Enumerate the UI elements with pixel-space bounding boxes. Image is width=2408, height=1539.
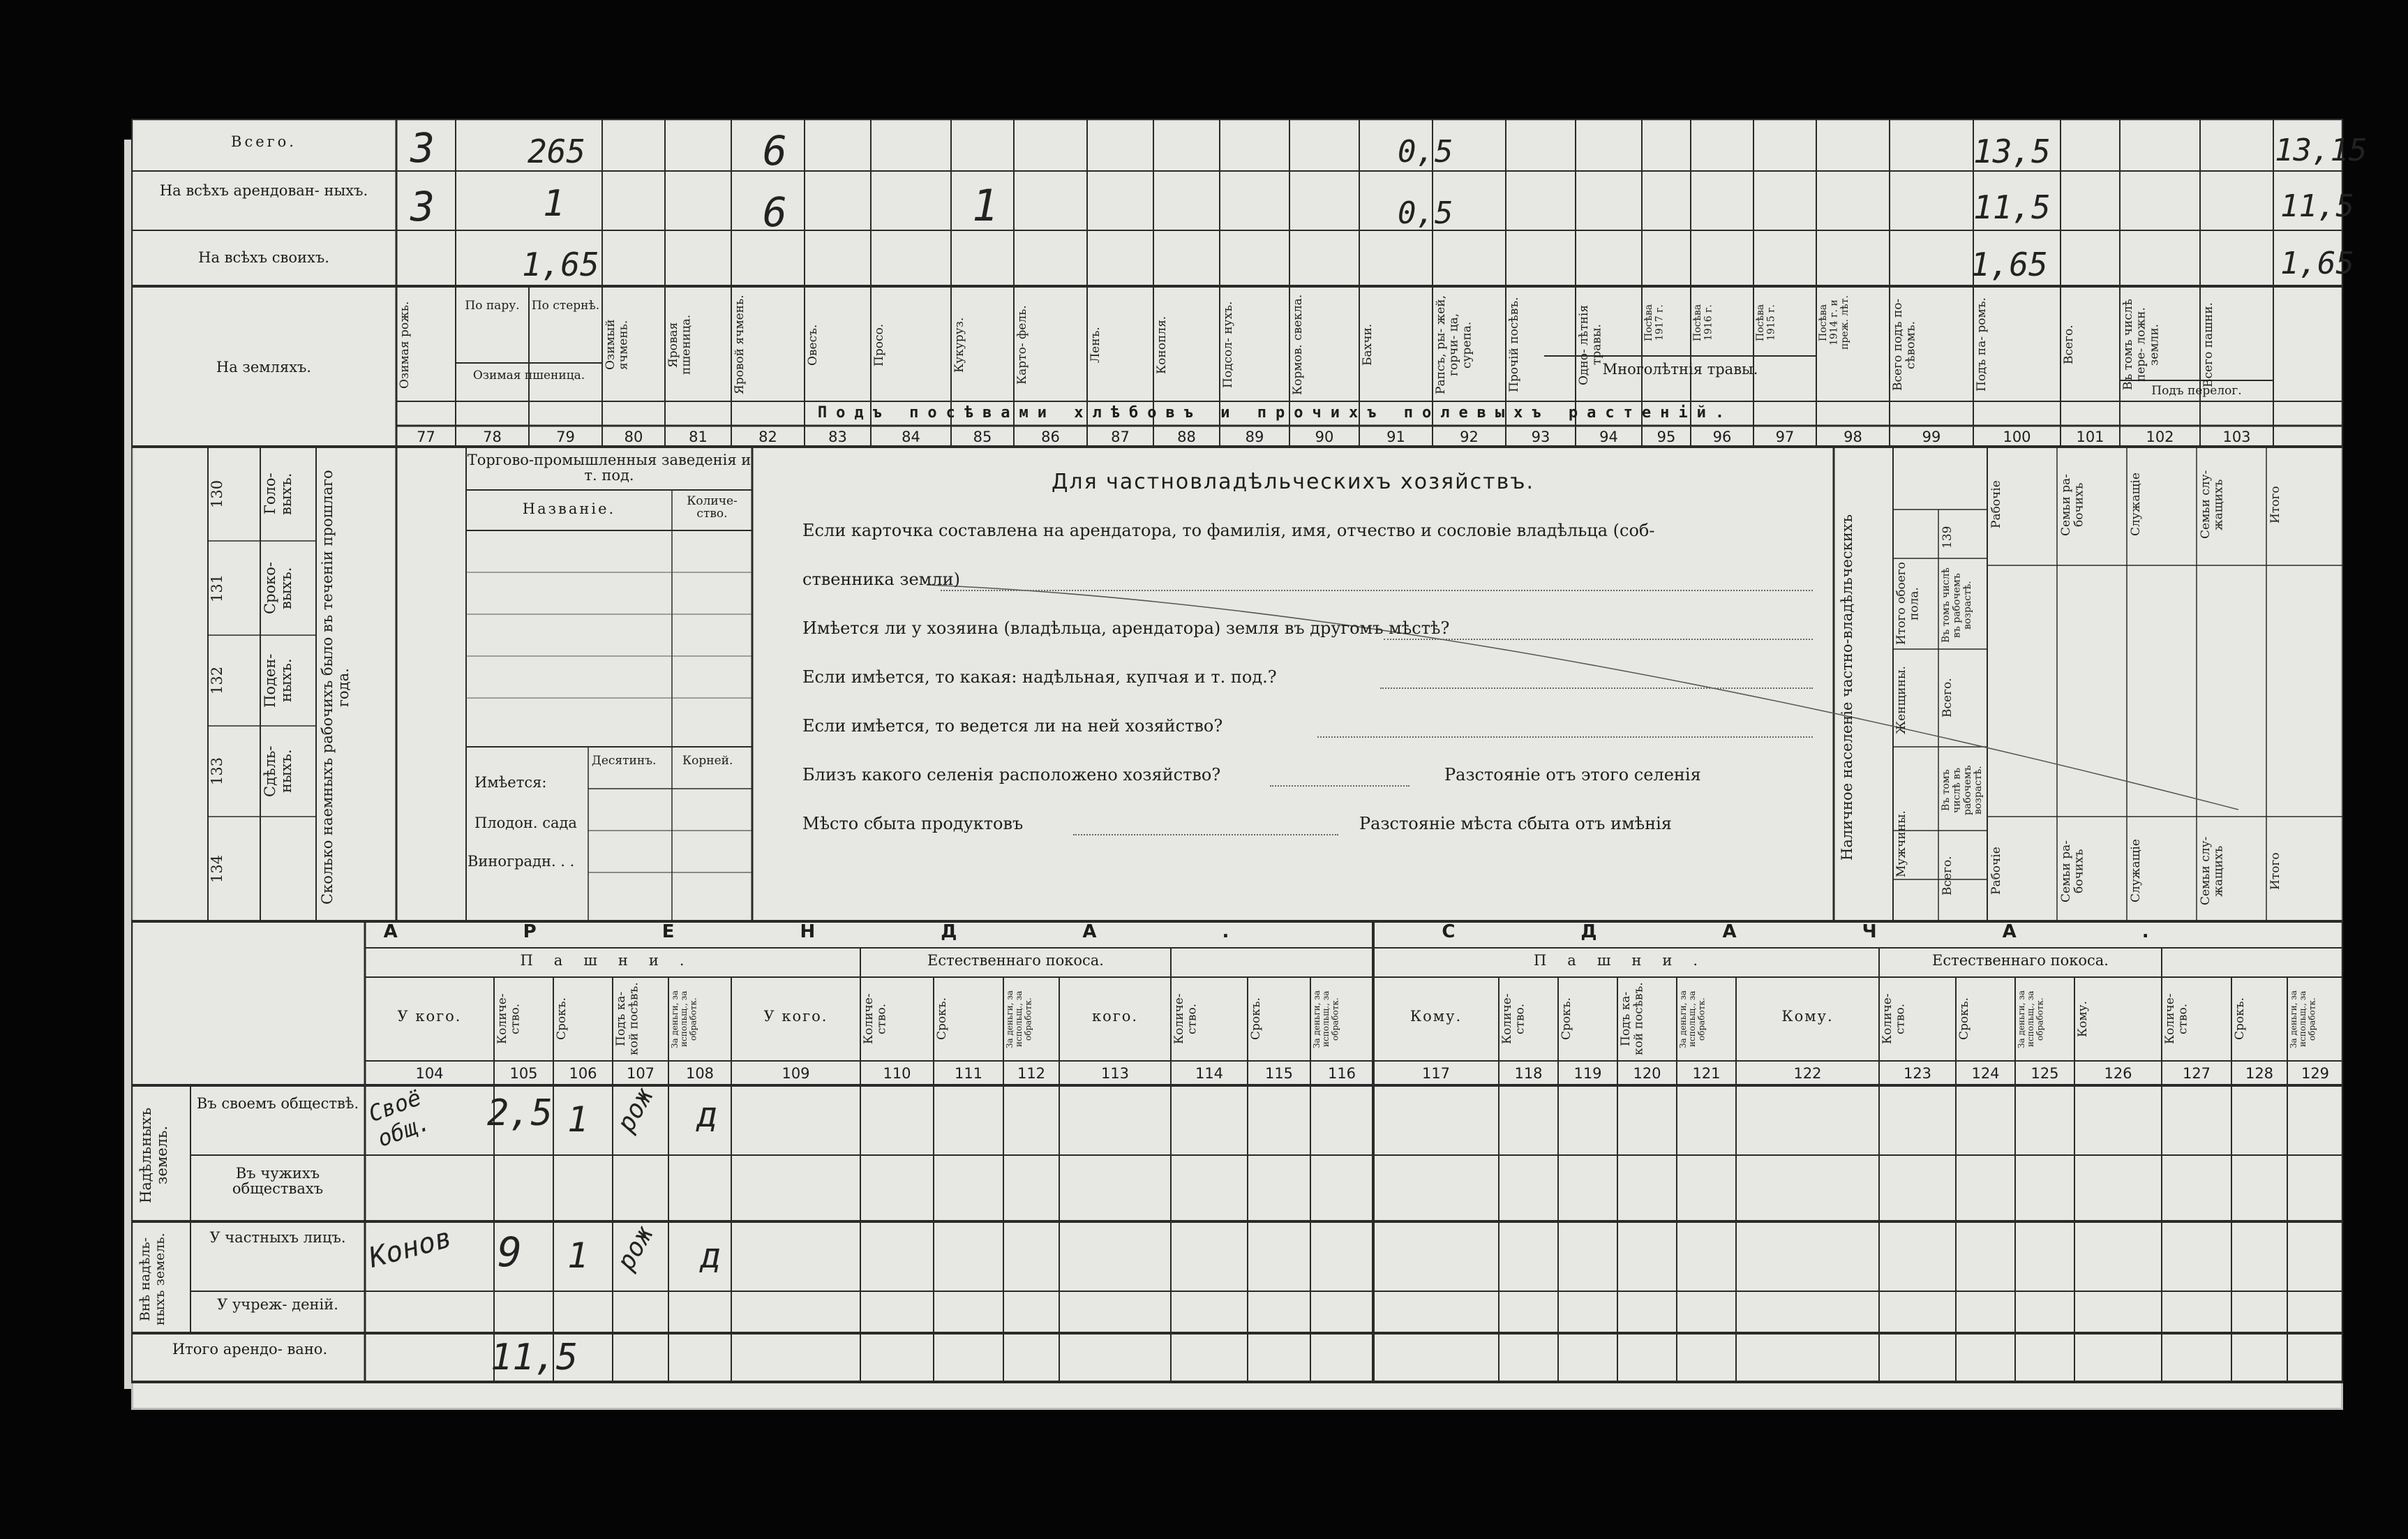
- col-number: 99: [1922, 429, 1941, 445]
- crop-header-20: Посѣва 1915 г.: [1755, 304, 1777, 342]
- sdacha-pashni: Пашни.: [1533, 952, 1719, 969]
- hw-c1-rent: 3: [410, 183, 435, 230]
- bottom-col-number: 127: [2182, 1065, 2211, 1082]
- bottom-col-number: 121: [1692, 1065, 1721, 1082]
- pop-men-total: Всего.: [1940, 856, 1954, 896]
- col-number: 103: [2222, 429, 2251, 445]
- sdacha-pokos: Естественнаго покоса.: [1932, 952, 2109, 969]
- bottom-col-number: 117: [1421, 1065, 1451, 1082]
- bottom-col-number: 115: [1264, 1065, 1294, 1082]
- pod-perelog-label: Подъ перелог.: [2151, 384, 2242, 398]
- workers-col-bottom: Служащіе: [2129, 839, 2143, 903]
- hw-r1-pay: д: [696, 1094, 718, 1135]
- col-number: 93: [1531, 429, 1550, 445]
- workers-col-top: Итого: [2268, 486, 2282, 523]
- lease-col-header: За деньги, за испольщ., за обработк.: [1005, 990, 1033, 1048]
- torg-name-header: Названіе.: [522, 500, 616, 517]
- workers-col-bottom: Семьи слу- жащихъ: [2199, 836, 2226, 906]
- col-number: 101: [2076, 429, 2104, 445]
- crop-header-12: Подсол- нухъ.: [1221, 301, 1235, 389]
- lease-col-header: Подъ ка- кой посѣвъ.: [614, 982, 641, 1056]
- col-number: 98: [1844, 429, 1862, 445]
- hw-total-qty: 11,5: [491, 1337, 578, 1378]
- bottom-col-number: 110: [883, 1065, 911, 1082]
- col-number: 78: [483, 429, 502, 445]
- bottom-col-number: 125: [2031, 1065, 2059, 1082]
- lease-col-header: кого.: [1091, 1008, 1139, 1025]
- row-label-own: На всѣхъ своихъ.: [198, 249, 329, 266]
- pop-men-working: Въ томъ числѣ въ рабочемъ возрастѣ.: [1940, 765, 1984, 816]
- hw-r3-crop: рож: [611, 1221, 659, 1275]
- crop-header-14: Бахчи.: [1361, 323, 1375, 366]
- crop-header-22: Всего подъ по- сѣвомъ.: [1891, 298, 1918, 392]
- row-label-total: Всего.: [231, 133, 297, 150]
- left-row-num: 133: [209, 757, 225, 786]
- col-number: 94: [1599, 429, 1618, 445]
- private-q-farming: Если имѣется, то ведется ли на ней хозяйство?: [802, 716, 1223, 736]
- crop-header-18: Посѣва 1917 г.: [1643, 304, 1666, 342]
- left-row-label: Сдѣль- ныхъ.: [262, 745, 295, 797]
- crop-header-25: Въ томъ числѣ пере- ложн. земли.: [2121, 299, 2162, 391]
- private-q-market-dist: Разстояніе мѣста сбыта отъ имѣнія: [1359, 814, 1672, 833]
- pop-women-total: Всего.: [1940, 678, 1954, 718]
- bottom-col-number: 124: [1971, 1065, 2000, 1082]
- left-row-num: 131: [209, 574, 225, 602]
- na-zemlyakh-label: На земляхъ.: [216, 359, 312, 376]
- hw-r1-qty: 2,5: [487, 1092, 553, 1134]
- col-number: 87: [1111, 429, 1130, 445]
- workers-col-bottom: Итого: [2268, 852, 2282, 890]
- bottom-col-number: 120: [1633, 1065, 1661, 1082]
- lease-col-header: Количе- ство.: [1880, 993, 1908, 1045]
- left-row-label: Сроко- выхъ.: [262, 561, 295, 615]
- lease-col-header: Подъ ка- кой посѣвъ.: [1619, 982, 1646, 1056]
- crop-header-23: Подъ па- ромъ.: [1975, 297, 1989, 392]
- col-number: 100: [2003, 429, 2031, 445]
- col-number: 92: [1460, 429, 1479, 445]
- col-number: 91: [1386, 429, 1405, 445]
- hw-c9-rent: 1: [972, 180, 999, 231]
- hired-workers-label: Сколько наемныхъ рабочихъ было въ теченіи прошлаго года.: [319, 470, 352, 905]
- arenda-title: АРЕНДА.: [383, 921, 1355, 942]
- vinograd-label: Виноградн. . .: [468, 853, 575, 870]
- col-number: 82: [758, 429, 777, 445]
- crop-header-4: Яровая пшеница.: [666, 314, 694, 376]
- crop-header-10: Ленъ.: [1089, 327, 1102, 363]
- crop-header-13: Кормов. свекла.: [1291, 294, 1305, 396]
- lease-col-header: Срокъ.: [1957, 997, 1971, 1041]
- lease-col-header: Срокъ.: [935, 997, 949, 1041]
- crop-header-19: Посѣва 1916 г.: [1692, 304, 1714, 342]
- bottom-col-number: 109: [782, 1065, 810, 1082]
- answer-line-other-land[interactable]: [1384, 639, 1813, 640]
- col-number: 77: [417, 429, 435, 445]
- answer-line-village[interactable]: [1270, 785, 1409, 787]
- lease-col-header: Срокъ.: [2233, 997, 2247, 1041]
- private-q-village: Близъ какого селенія расположено хозяйство?: [802, 765, 1221, 785]
- bottom-col-number: 123: [1903, 1065, 1932, 1082]
- bottom-col-number: 129: [2301, 1065, 2330, 1082]
- lease-col-header: За деньги, за испольщ., за обработк.: [1678, 990, 1707, 1048]
- row-itogo: Итого арендо- вано.: [172, 1341, 328, 1358]
- hw-c27-rent: 11,5: [2280, 188, 2354, 224]
- bottom-col-number: 116: [1327, 1065, 1356, 1082]
- lease-col-header: Кому.: [1781, 1008, 1834, 1025]
- lease-col-header: Количе- ство.: [495, 993, 523, 1045]
- hw-r3-who: Конов: [366, 1221, 456, 1274]
- bottom-col-number: 128: [2245, 1065, 2274, 1082]
- lease-col-header: Количе- ство.: [2163, 993, 2190, 1045]
- workers-col-top: Рабочіе: [1989, 480, 2003, 529]
- crop-header-0: Озимая рожь.: [398, 301, 412, 389]
- left-row-num: 134: [209, 854, 225, 884]
- col-number: 86: [1041, 429, 1060, 445]
- left-row-label: Голо- выхъ.: [262, 473, 295, 515]
- census-card: [131, 119, 2368, 1410]
- col-number: 90: [1315, 429, 1334, 445]
- bottom-col-number: 107: [626, 1065, 655, 1082]
- private-q-market: Мѣсто сбыта продуктовъ: [802, 814, 1024, 833]
- col-number: 95: [1657, 429, 1676, 445]
- hw-c1-total: 3: [410, 124, 435, 172]
- hw-c27-own: 1,65: [2280, 246, 2354, 281]
- crop-header-16: Прочій посѣвъ.: [1507, 297, 1521, 393]
- hw-c2-total: 265: [528, 133, 586, 170]
- sdacha-title: СДАЧА.: [1442, 921, 2275, 942]
- plodon-label: Плодон. сада: [474, 815, 577, 831]
- crop-header-6: Овесъ.: [806, 324, 820, 366]
- imeetsya-label: Имѣется:: [474, 774, 547, 791]
- crop-header-9: Карто- фель.: [1015, 305, 1029, 385]
- vne-group-label: Внѣ надѣль- ныхъ земель.: [137, 1233, 167, 1325]
- answer-line-market[interactable]: [1073, 834, 1338, 835]
- hw-r3-term: 1: [567, 1235, 589, 1276]
- crop-header-2: По стернѣ.: [531, 299, 600, 313]
- lease-col-header: Количе- ство.: [1172, 993, 1199, 1045]
- hw-c15-total: 0,5: [1398, 134, 1453, 170]
- pop-num-139: 139: [1940, 526, 1954, 549]
- private-q-village-dist: Разстояніе отъ этого селенія: [1444, 765, 1701, 785]
- private-q-land-type: Если имѣется, то какая: надѣльная, купчая и т. под.?: [802, 667, 1277, 687]
- arenda-pokos: Естественнаго покоса.: [927, 952, 1104, 969]
- hw-r3-qty: 9: [498, 1228, 522, 1276]
- ozimaya-pshenitsa-label: Озимая пшеница.: [472, 369, 585, 382]
- hw-r1-crop: рож: [611, 1083, 659, 1137]
- hw-r1-who: Своё общ.: [365, 1084, 434, 1152]
- bottom-col-number: 112: [1017, 1065, 1046, 1082]
- col-number: 84: [902, 429, 920, 445]
- crop-header-5: Яровой ячмень.: [733, 295, 747, 395]
- row-chastnykh: У частныхъ лицъ.: [209, 1229, 346, 1246]
- answer-line-land-type[interactable]: [1380, 687, 1813, 689]
- arenda-pashni: Пашни.: [520, 952, 705, 969]
- col-number: 88: [1177, 429, 1196, 445]
- lease-col-header: За деньги, за испольщ., за обработк.: [2017, 990, 2045, 1048]
- hw-c2-own: 1,65: [522, 246, 599, 283]
- bottom-col-number: 126: [2104, 1065, 2132, 1082]
- bottom-col-number: 108: [685, 1065, 715, 1082]
- private-q-other-land: Имѣется ли у хозяина (владѣльца, арендатора) земля въ другомъ мѣстѣ?: [802, 618, 1450, 638]
- hw-c27-total: 13,15: [2275, 133, 2368, 168]
- col-number: 81: [689, 429, 708, 445]
- col-number: 102: [2146, 429, 2174, 445]
- col-number: 97: [1775, 429, 1795, 445]
- answer-line-farming[interactable]: [1317, 736, 1813, 738]
- bottom-col-number: 119: [1573, 1065, 1602, 1082]
- col-number: 79: [556, 429, 575, 445]
- answer-line-owner[interactable]: [941, 590, 1813, 591]
- korney-header: Корней.: [682, 754, 733, 768]
- crop-header-1: По пару.: [465, 299, 520, 313]
- lease-col-header: За деньги, за испольщ., за обработк.: [2289, 990, 2317, 1048]
- hw-r3-pay: д: [700, 1235, 721, 1276]
- hw-c23-total: 13,5: [1973, 133, 2051, 170]
- left-row-num: 130: [209, 479, 225, 508]
- row-label-rented: На всѣхъ арендован- ныхъ.: [159, 182, 368, 199]
- crop-header-21: Посѣва 1914 г. и преж. лѣт.: [1818, 295, 1850, 350]
- crop-header-17: Одно- лѣтнія травы.: [1577, 304, 1604, 385]
- nadel-group-label: Надѣльныхъ земель.: [137, 1107, 171, 1203]
- muzhchiny-label: Мужчины.: [1894, 810, 1908, 877]
- hw-c23-own: 1,65: [1970, 246, 2048, 283]
- lease-col-header: Количе- ство.: [1500, 993, 1527, 1045]
- col-number: 83: [828, 429, 847, 445]
- row-svoem: Въ своемъ обществѣ.: [196, 1095, 359, 1112]
- hw-r1-term: 1: [567, 1099, 589, 1140]
- lease-col-header: Количе- ство.: [862, 993, 889, 1045]
- left-row-num: 132: [209, 666, 225, 695]
- crop-header-3: Озимый ячмень.: [604, 319, 631, 371]
- private-q-owner: Если карточка составлена на арендатора, то фамилія, имя, отчество и сословіе владѣльца (соб-: [802, 521, 1655, 540]
- bottom-col-number: 105: [509, 1065, 538, 1082]
- torg-count-header: Количе- ство.: [687, 494, 738, 521]
- hw-c23-rent: 11,5: [1973, 188, 2051, 226]
- lease-col-header: У кого.: [397, 1008, 462, 1025]
- band-title: Подъ посѣвами хлѣбовъ и прочихъ полевыхъ растеній.: [817, 404, 1734, 422]
- population-title: Наличное населеніе частно-владѣльческихъ: [1839, 514, 1855, 861]
- pop-women-working: Въ томъ числѣ въ рабочемъ возрастѣ.: [1940, 567, 1973, 644]
- crop-header-7: Просо.: [872, 323, 886, 366]
- zhenshchiny-label: Женщины.: [1894, 666, 1908, 734]
- lease-col-header: Кому.: [1409, 1008, 1463, 1025]
- crop-header-26: Всего пашни.: [2201, 302, 2215, 387]
- crop-header-24: Всего.: [2062, 325, 2076, 365]
- bottom-col-number: 113: [1100, 1065, 1130, 1082]
- torg-title: Торгово-промышленныя заведенія и т. под.: [467, 452, 751, 484]
- workers-col-bottom: Семьи ра- бочихъ: [2059, 840, 2086, 902]
- bottom-col-number: 114: [1195, 1065, 1224, 1082]
- lease-col-header: Кому.: [2076, 1000, 2090, 1038]
- hw-c6-rent: 6: [763, 188, 787, 236]
- desyatin-header: Десятинъ.: [592, 754, 657, 768]
- crop-header-11: Конопля.: [1155, 315, 1169, 374]
- bottom-col-number: 106: [569, 1065, 597, 1082]
- workers-col-top: Семьи слу- жащихъ: [2199, 470, 2226, 540]
- col-number: 96: [1712, 429, 1732, 445]
- col-number: 85: [973, 429, 992, 445]
- bottom-col-number: 111: [954, 1065, 983, 1082]
- hw-c15-rent: 0,5: [1398, 195, 1453, 231]
- lease-col-header: Срокъ.: [1560, 997, 1573, 1041]
- hw-c6-total: 6: [763, 127, 787, 174]
- crop-header-8: Кукуруз.: [952, 317, 966, 373]
- workers-col-bottom: Рабочіе: [1989, 847, 2003, 895]
- bottom-col-number: 104: [415, 1065, 444, 1082]
- bottom-col-number: 122: [1793, 1065, 1822, 1082]
- row-chuzhikh: Въ чужихъ обществахъ: [232, 1165, 324, 1198]
- left-row-label: [262, 822, 314, 916]
- hw-c2-rent: 1: [543, 183, 565, 225]
- private-title: Для частновладѣльческихъ хозяйствъ.: [1051, 470, 1534, 494]
- crop-header-15: Рапсъ, ры- жей, горчи- ца, сурепа.: [1434, 295, 1474, 395]
- lease-col-header: У кого.: [763, 1008, 828, 1025]
- col-number: 89: [1245, 429, 1264, 445]
- lease-col-header: За деньги, за испольщ., за обработк.: [1312, 990, 1340, 1048]
- bottom-col-number: 118: [1514, 1065, 1543, 1082]
- lease-col-header: Срокъ.: [1249, 997, 1263, 1041]
- lease-col-header: За деньги, за испольщ., за обработк.: [670, 990, 698, 1048]
- workers-col-top: Служащіе: [2129, 473, 2143, 537]
- mnogoletnie-label: Многолѣтнія травы.: [1602, 361, 1758, 378]
- row-uchrezhdeniy: У учреж- деній.: [217, 1296, 338, 1313]
- itogo-oboego-label: Итого обоего пола.: [1894, 562, 1922, 646]
- private-q-owner-cont: ственника земли): [802, 570, 960, 589]
- lease-col-header: Срокъ.: [555, 997, 569, 1041]
- workers-col-top: Семьи ра- бочихъ: [2059, 473, 2086, 536]
- col-number: 80: [624, 429, 643, 445]
- left-row-label: Поден- ныхъ.: [262, 653, 295, 708]
